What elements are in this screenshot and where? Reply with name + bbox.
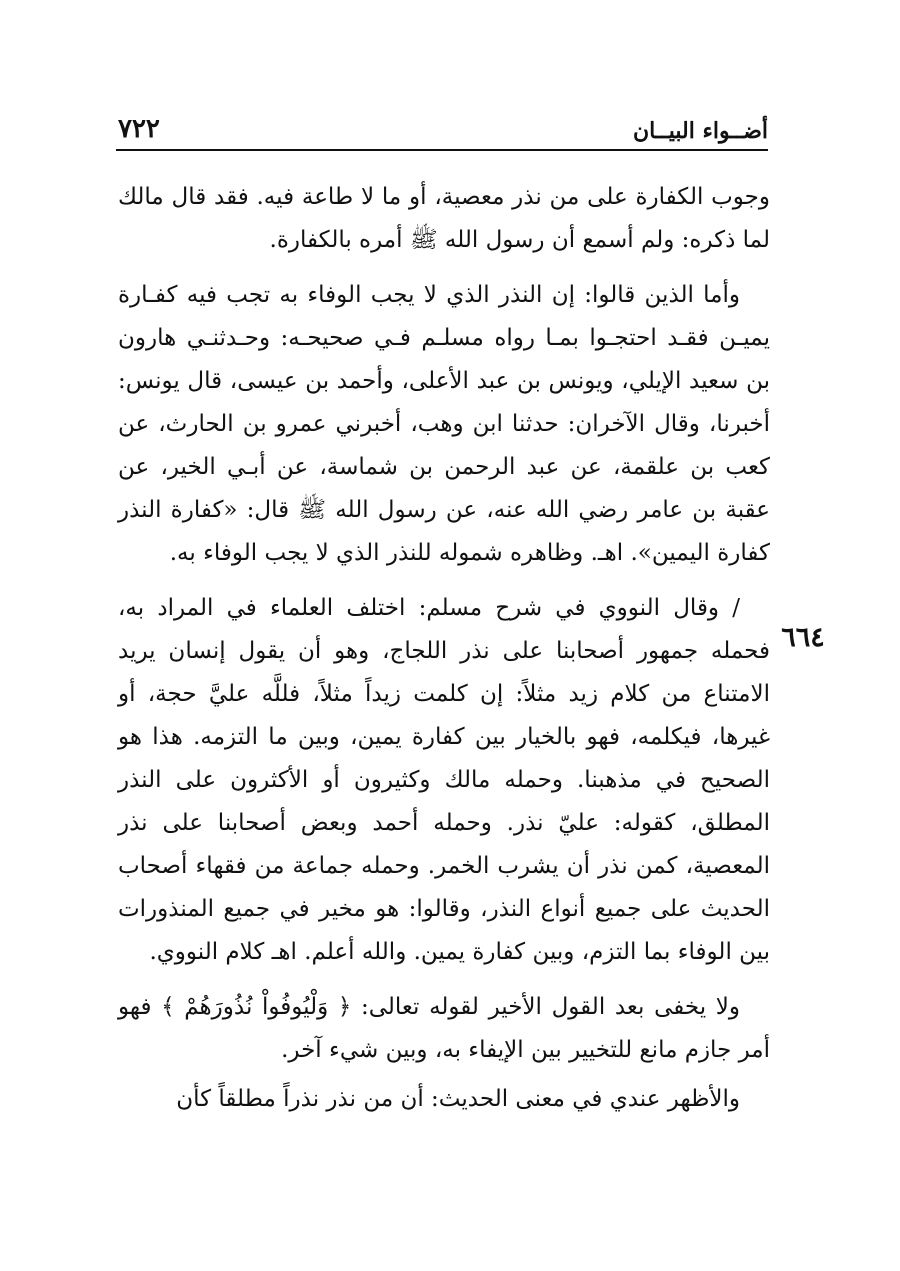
header-rule bbox=[116, 149, 768, 151]
paragraph-1: وجوب الكفارة على من نذر معصية، أو ما لا طاعة فيه. فقد قال مالك لما ذكره: ولم أسمع أن رسول الله ﷺ أمره بالكفارة. bbox=[118, 184, 771, 253]
page-body bbox=[118, 176, 770, 1133]
page-number: ٧٢٢ bbox=[118, 114, 160, 144]
page-header bbox=[116, 112, 768, 152]
paragraph-5: والأظهر عندي في معنى الحديث: أن من نذر نذراً مطلقاً كأن bbox=[176, 1086, 740, 1112]
margin-page-reference: ٦٦٤ bbox=[781, 622, 825, 653]
paragraph-2: وأما الذين قالوا: إن النذر الذي لا يجب الوفاء به تجب فيه كفـارة يميـن فقـد احتجـوا بمـا رواه مسلـم فـي صحيحـه: وحـدثنـي هارون بن سعيد الإيلي، ويونس بن عبد الأعلى، وأحمد بن عيسى، قال يونس: أخبرنا، وقال الآخران: حدثنا ابن وهب، أخبرني عمرو بن الحارث، عن كعب بن علقمة، عن عبد الرحمن بن شماسة، عن أبـي الخير، عن عقبة بن عامر رضي الله عنه، عن رسول الله ﷺ قال: «كفارة النذر كفارة اليمين». اهـ. وظاهره شموله للنذر الذي لا يجب الوفاء به. bbox=[118, 282, 770, 566]
running-title: أضــواء البيــان bbox=[632, 118, 768, 144]
paragraph-3: / وقال النووي في شرح مسلم: اختلف العلماء في المراد به، فحمله جمهور أصحابنا على نذر اللجاج، وهو أن يقول إنسان يريد الامتناع من كلام زيد مثلاً: إن كلمت زيداً مثلاً، فللَّه عليَّ حجة، أو غيرها، فيكلمه، فهو بالخيار بين كفارة يمين، وبين ما التزمه. هذا هو الصحيح في مذهبنا. وحمله مالك وكثيرون أو الأكثرون على النذر المطلق، كقوله: عليّ نذر. وحمله أحمد وبعض أصحابنا على نذر المعصية، كمن نذر أن يشرب الخمر. وحمله جماعة من فقهاء أصحاب الحديث على جميع أنواع النذر، وقالوا: هو مخير في جميع المنذورات بين الوفاء بما التزم، وبين كفارة يمين. والله أعلم. اهـ كلام النووي. bbox=[118, 595, 770, 965]
paragraph-4: ولا يخفى بعد القول الأخير لقوله تعالى: ﴿ وَلْيُوفُواْ نُذُورَهُمْ ﴾ فهو أمر جازم مانع للتخيير بين الإيفاء به، وبين شيء آخر. bbox=[118, 994, 770, 1063]
